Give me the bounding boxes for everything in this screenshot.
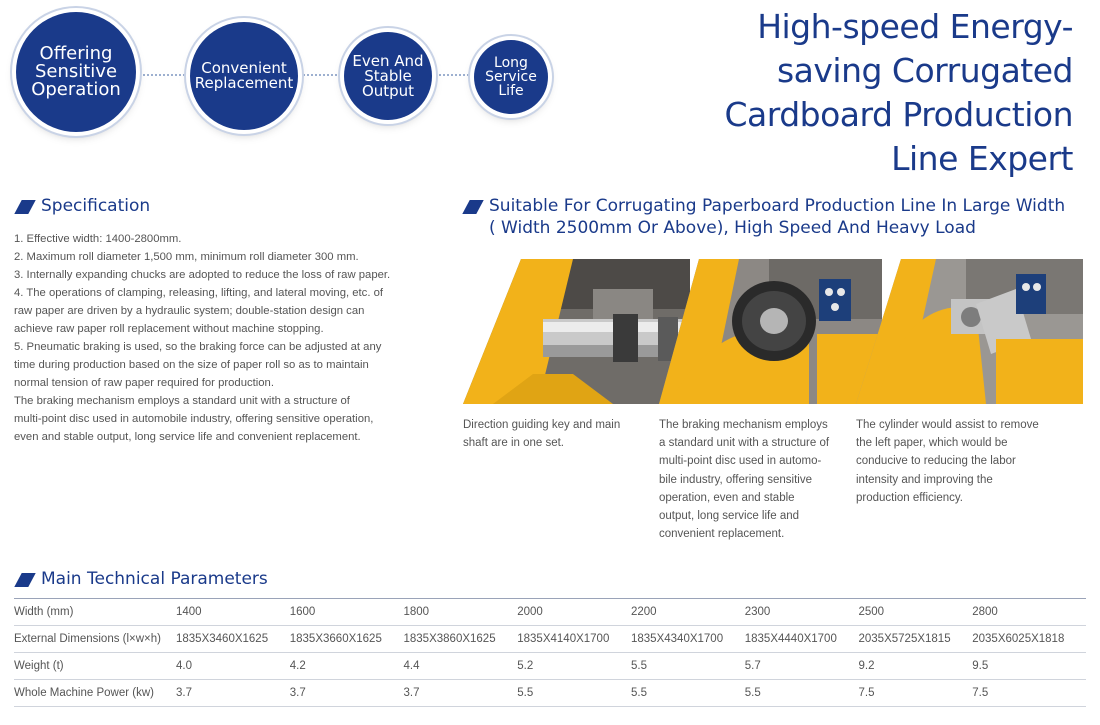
table-row [14, 653, 1086, 680]
table-cell: 7.5 [972, 687, 989, 699]
specification-title: Specification [41, 196, 151, 216]
caption-line: The braking mechanism employs [659, 419, 828, 431]
spec-line: 3. Internally expanding chucks are adopted to reduce the loss of raw paper. [14, 269, 391, 281]
caption-line: operation, even and stable [659, 491, 795, 504]
spec-line: even and stable output, long service life and convenient replacement. [14, 431, 361, 443]
caption-line: a standard unit with a structure of [659, 437, 830, 450]
caption-braking-mechanism [659, 416, 849, 543]
params-table [14, 598, 1086, 707]
page-title [693, 5, 1073, 181]
photo-cylinder [856, 259, 1083, 404]
spec-line: 1. Effective width: 1400-2800mm. [14, 233, 182, 245]
feature-long-service-life [474, 40, 548, 114]
table-cell: 5.5 [517, 687, 534, 699]
title-line: High-speed Energy- [757, 7, 1073, 46]
feature-line: Life [498, 83, 524, 99]
table-cell: 2035X6025X1818 [972, 633, 1065, 645]
table-cell: 4.4 [403, 660, 420, 672]
table-cell: 2000 [517, 606, 543, 618]
photo-braking-mechanism [659, 259, 882, 404]
table-cell: 2035X5725X1815 [858, 633, 951, 645]
table-cell: 5.5 [631, 687, 647, 699]
caption-line: conducive to reducing the labor [856, 455, 1016, 468]
table-cell: 3.7 [403, 687, 420, 699]
title-line: Cardboard Production [724, 95, 1073, 134]
table-row [14, 599, 1086, 626]
table-cell: 5.2 [517, 660, 534, 672]
params-title: Main Technical Parameters [41, 569, 268, 589]
table-cell: 1835X4440X1700 [744, 633, 837, 645]
caption-line: output, long service life and [659, 510, 800, 523]
row-label: Width (mm) [14, 606, 74, 618]
spec-line: achieve raw paper roll replacement without machine stopping. [14, 323, 324, 335]
table-cell: 9.2 [858, 660, 875, 672]
feature-offering-sensitive-operation [16, 12, 136, 132]
specification-heading [18, 195, 150, 217]
spec-line: raw paper are driven by a hydraulic system; double-station design can [14, 305, 365, 317]
feature-line: Stable [364, 66, 412, 85]
row-label: Whole Machine Power (kw) [14, 687, 154, 699]
table-cell: 2800 [972, 606, 998, 618]
spec-line: multi-point disc used in automobile industry, offering sensitive operation, [14, 413, 374, 425]
suitable-title [489, 195, 1065, 239]
caption-line: intensity and improving the [856, 473, 993, 486]
spec-line: time during production based on the size of paper roll so as to maintain [14, 359, 369, 371]
feature-line: Even And [352, 51, 424, 70]
title-line: saving Corrugated [776, 51, 1073, 90]
table-row [14, 626, 1086, 653]
feature-even-and-stable-output [344, 32, 432, 120]
caption-line: bile industry, offering sensitive [659, 473, 812, 486]
table-cell: 1800 [403, 606, 430, 618]
caption-line: multi-point disc used in automo- [659, 455, 822, 468]
table-cell: 7.5 [858, 687, 875, 699]
spec-line: normal tension of raw paper required for production. [14, 377, 274, 389]
feature-line: Convenient [201, 59, 287, 77]
connector-line [100, 74, 520, 76]
slash-icon [14, 200, 35, 214]
machine-photos [463, 259, 1083, 404]
specification-text [14, 230, 409, 446]
table-cell: 1835X3460X1625 [176, 633, 269, 645]
table-cell: 1835X3660X1625 [289, 633, 382, 645]
table-cell: 3.7 [289, 687, 306, 699]
params-heading [18, 568, 268, 590]
table-cell: 9.5 [972, 660, 989, 672]
feature-line: Long [494, 55, 528, 71]
photo-guiding-key-shaft [463, 259, 690, 404]
table-cell: 1835X4140X1700 [517, 633, 610, 645]
table-cell: 2500 [858, 606, 885, 618]
caption-line: convenient replacement. [659, 528, 785, 541]
spec-line: 2. Maximum roll diameter 1,500 mm, minimum roll diameter 300 mm. [14, 251, 359, 263]
table-cell: 4.0 [176, 660, 192, 672]
feature-line: Service [485, 69, 537, 85]
caption-line: Direction guiding key and main [463, 419, 621, 431]
caption-line: the left paper, which would be [856, 437, 1008, 450]
table-cell: 5.5 [744, 687, 761, 699]
table-cell: 1600 [289, 606, 316, 618]
feature-line: Output [361, 81, 415, 100]
table-cell: 4.2 [289, 660, 306, 672]
slash-icon [14, 573, 35, 587]
feature-convenient-replacement [190, 22, 298, 130]
feature-line: Sensitive [34, 61, 118, 82]
table-cell: 3.7 [176, 687, 192, 699]
feature-line: Replacement [194, 74, 294, 92]
caption-line: The cylinder would assist to remove [856, 419, 1039, 431]
table-cell: 1400 [176, 606, 202, 618]
slash-icon [462, 200, 483, 214]
spec-line: The braking mechanism employs a standard unit with a structure of [14, 395, 350, 407]
table-row [14, 680, 1086, 707]
spec-line: 4. The operations of clamping, releasing, lifting, and lateral moving, etc. of [14, 287, 384, 299]
spec-line: 5. Pneumatic braking is used, so the braking force can be adjusted at any [14, 341, 382, 353]
feature-circles [0, 0, 560, 150]
row-label: External Dimensions (l×w×h) [14, 633, 162, 645]
row-label: Weight (t) [14, 660, 64, 672]
suitable-title-line: Suitable For Corrugating Paperboard Production Line In Large Width [489, 196, 1066, 216]
table-cell: 1835X4340X1700 [631, 633, 724, 645]
caption-line: shaft are in one set. [463, 437, 565, 450]
table-cell: 5.7 [744, 660, 761, 672]
table-cell: 2200 [631, 606, 657, 618]
table-cell: 5.5 [631, 660, 647, 672]
caption-line: production efficiency. [856, 491, 963, 504]
caption-guiding-key [463, 416, 653, 452]
title-line: Line Expert [891, 139, 1073, 178]
table-cell: 1835X3860X1625 [403, 633, 496, 645]
suitable-title-line: ( Width 2500mm Or Above), High Speed And Heavy Load [489, 218, 976, 238]
feature-line: Offering [39, 43, 113, 64]
suitable-heading [466, 195, 1065, 239]
feature-line: Operation [31, 79, 121, 100]
caption-cylinder [856, 416, 1046, 507]
table-cell: 2300 [744, 606, 771, 618]
